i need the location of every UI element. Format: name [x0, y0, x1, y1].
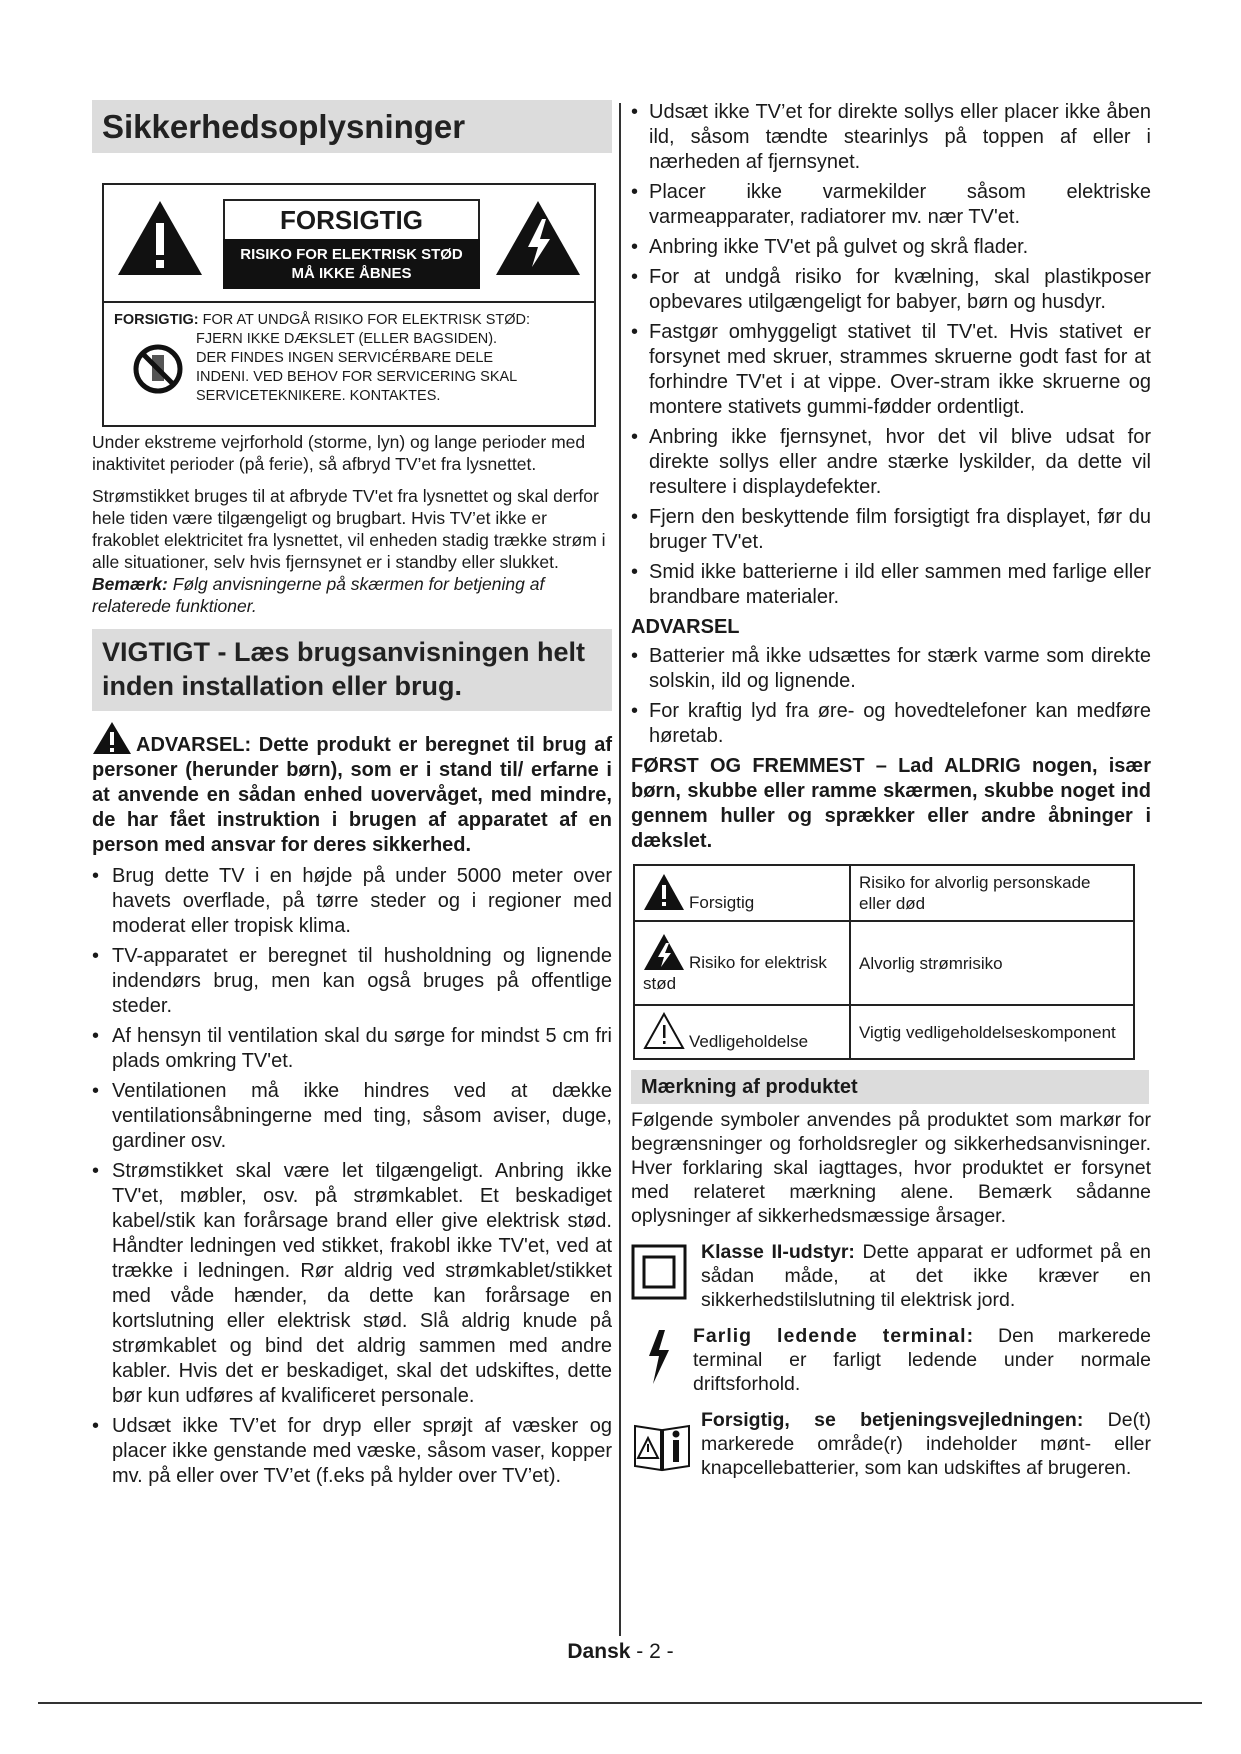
caution-box-text	[114, 311, 584, 406]
page-number: - 2 -	[636, 1640, 674, 1663]
list-item: • Strømstikket skal være let tilgængeligt. Anbring ikke TV'et, møbler, osv. på strømkablet. Et beskadiget kabel/stik kan forårsage brand eller give elektrisk stød. Håndter ledningen ved stikket, frakobl ikke TV'et, ved at trække i ledningen. Rør aldrig ved strømkablet/stikket med våde hænder, da dette kan forårsage en kortslutning eller elektrisk stød. Slå aldrig knude på strømkablet og bind det aldrig sammen med andre kabler. Hvis det er beskadiget, skal det udskiftes, dette bør kun udføres af kvalificeret personale.	[92, 1159, 612, 1409]
list-item: • Af hensyn til ventilation skal du sørge for mindst 5 cm fri plads omkring TV'et.	[92, 1024, 612, 1074]
list-item: • Smid ikke batterierne i ild eller sammen med farlige eller brandbare materialer.	[631, 560, 1151, 610]
storm-paragraph: Under ekstreme vejrforhold (storme, lyn) og lange perioder med inaktivitet perioder (på ferie), så afbryd TV’et fra lysnettet.	[92, 432, 586, 474]
mark-item-manual	[631, 1408, 1151, 1480]
list-item: • For kraftig lyd fra øre- og hovedtelefoner kan medføre høretab.	[631, 699, 1151, 749]
note-paragraph	[92, 573, 612, 617]
caution-bar-line2: MÅ IKKE ÅBNES	[291, 265, 412, 282]
mark-item-terminal	[631, 1324, 1151, 1396]
table-row	[634, 865, 1134, 921]
mark-title: Klasse II-udstyr:	[701, 1241, 855, 1263]
caution-line2: FJERN IKKE DÆKSLET (ELLER BAGSIDEN).	[196, 331, 498, 347]
list-item: • Ventilationen må ikke hindres ved at dække ventilationsåbningerne med ting, såsom aviser, duge, gardiner osv.	[92, 1079, 612, 1154]
list-item: • Brug dette TV i en højde på under 5000 meter over havets overflade, på tørre steder og i regioner med moderat eller tropisk klima.	[92, 864, 612, 939]
note-label: Bemærk:	[92, 574, 168, 594]
note-text: Følg anvisningerne på skærmen for betjening af relaterede funktioner.	[92, 574, 545, 616]
class-ii-icon	[631, 1244, 687, 1300]
list-item: • TV-apparatet er beregnet til husholdning og lignende indendørs brug, men kan også bruges på offentlige steder.	[92, 944, 612, 1019]
mark-title: Farlig ledende terminal:	[693, 1325, 975, 1347]
mark-item-class2	[631, 1240, 1151, 1312]
lightning-triangle-icon	[494, 199, 582, 277]
warning-triangle-icon	[116, 199, 204, 277]
caution-bar-line1: RISIKO FOR ELEKTRISK STØD	[240, 246, 463, 263]
left-column	[92, 100, 612, 1494]
table-symbol: Risiko for elektrisk stød	[643, 952, 827, 993]
table-cell: Alvorlig strømrisiko	[850, 921, 1134, 1005]
left-bullet-list	[92, 864, 612, 1489]
lightning-warning-icon	[643, 933, 685, 971]
advarsel-list	[631, 644, 1151, 749]
bottom-rule	[38, 1702, 1202, 1704]
caution-title: FORSIGTIG	[223, 199, 480, 241]
table-cell: Vigtig vedligeholdelseskomponent	[850, 1005, 1134, 1059]
mark-text: Dette apparat er udformet på en sådan måde, at det ikke kræver en sikkerhedstilslutning til elektrisk jord.	[701, 1241, 1152, 1311]
warning-paragraph	[92, 721, 612, 858]
footer-language: Dansk	[567, 1640, 631, 1663]
caution-line4: INDENI. VED BEHOV FOR SERVICERING SKAL	[196, 369, 518, 385]
caution-line1: FOR AT UNDGÅ RISIKO FOR ELEKTRISK STØD:	[202, 312, 531, 328]
maintenance-icon	[643, 1012, 685, 1050]
lightning-icon	[643, 1328, 673, 1386]
warning-icon	[643, 873, 685, 911]
table-row	[634, 921, 1134, 1005]
caution-bar	[223, 239, 480, 289]
list-item: • Placer ikke varmekilder såsom elektriske varmeapparater, radiatorer mv. nær TV'et.	[631, 180, 1151, 230]
important-heading: VIGTIGT - Læs brugsanvisningen helt inden installation eller brug.	[92, 629, 612, 711]
plug-paragraph: Strømstikket bruges til at afbryde TV'et fra lysnettet og skal derfor hele tiden være tilgængeligt og brugbart. Hvis TV’et ikke er frakoblet elektricitet fra lysnettet, vil enheden stadig trække strøm i alle situationer, selv hvis fjernsynet er i standby eller slukket.	[92, 486, 606, 572]
caution-box-header	[104, 185, 594, 303]
mark-text: Den markerede terminal er farligt ledende under normale driftsforhold.	[693, 1325, 1151, 1395]
table-cell	[634, 921, 850, 1005]
mark-title: Forsigtig, se betjeningsvejledningen:	[701, 1409, 1084, 1431]
list-item: • Fjern den beskyttende film forsigtigt fra displayet, før du bruger TV'et.	[631, 505, 1151, 555]
right-bullet-list	[631, 100, 1151, 610]
list-item: • Batterier må ikke udsættes for stærk varme som direkte solskin, ild og lignende.	[631, 644, 1151, 694]
table-symbol: Vedligeholdelse	[689, 1032, 809, 1051]
mark-text: De(t) markerede område(r) indeholder mønt- eller knapcellebatterier, som kan udskiftes af brugeren.	[701, 1409, 1152, 1479]
table-cell	[634, 865, 850, 921]
no-open-icon	[132, 343, 184, 395]
list-item: • Anbring ikke TV'et på gulvet og skrå flader.	[631, 235, 1151, 260]
list-item: • Anbring ikke fjernsynet, hvor det vil blive udsat for direkte sollys eller andre stærke lyskilder, da dette vil resultere i displaydefekter.	[631, 425, 1151, 500]
right-column	[631, 100, 1151, 1480]
page-footer	[0, 1640, 1241, 1664]
table-symbol: Forsigtig	[689, 893, 755, 912]
caution-box	[102, 183, 596, 427]
advarsel-heading: ADVARSEL	[631, 616, 740, 638]
caution-label: FORSIGTIG:	[114, 312, 199, 328]
list-item: • Udsæt ikke TV’et for direkte sollys eller placer ikke åben ild, såsom tændte stearinlys på toppen af eller i nærheden af fjernsynet.	[631, 100, 1151, 175]
warning-icon	[92, 721, 132, 755]
table-cell	[634, 1005, 850, 1059]
page-title: Sikkerhedsoplysninger	[92, 100, 612, 153]
list-item: • Fastgør omhyggeligt stativet til TV'et. Hvis stativet er forsynet med skruer, strammes skruerne godt fast for at forhindre TV'et i at vippe. Over-stram ikke skruerne og montere stativets gummi-fødder ordentligt.	[631, 320, 1151, 420]
table-row	[634, 1005, 1134, 1059]
manual-warning-icon	[631, 1420, 693, 1472]
caution-line5: SERVICETEKNIKERE. KONTAKTES.	[196, 388, 441, 404]
table-cell: Risiko for alvorlig personskade eller død	[850, 865, 1134, 921]
column-divider	[619, 103, 621, 1636]
symbol-table	[633, 864, 1135, 1060]
list-item: • Udsæt ikke TV’et for dryp eller sprøjt af væsker og placer ikke genstande med væske, såsom vaser, kopper mv. på eller over TV’et (f.eks på hylder over TV’et).	[92, 1414, 612, 1489]
marking-heading: Mærkning af produktet	[631, 1070, 1149, 1104]
marking-intro: Følgende symboler anvendes på produktet som markør for begrænsninger og forholdsregler og sikkerhedsanvisninger. Hver forklaring skal iagttages, hvor produktet er forsynet med relateret mærkning alene. Bemærk sådanne oplysninger af sikkerhedsmæssige årsager.	[631, 1109, 1151, 1227]
first-warning: FØRST OG FREMMEST – Lad ALDRIG nogen, især børn, skubbe eller ramme skærmen, skubbe noget ind gennem huller og sprækker eller andre åbninger i dækslet.	[631, 755, 1151, 852]
list-item: • For at undgå risiko for kvælning, skal plastikposer opbevares utilgængeligt for babyer, børn og husdyr.	[631, 265, 1151, 315]
caution-line3: DER FINDES INGEN SERVICÉRBARE DELE	[196, 350, 494, 366]
warning-text: ADVARSEL: Dette produkt er beregnet til brug af personer (herunder børn), som er i stand til/ erfarne i at anvende en sådan enhed uovervåget, med mindre, de har fået instruktion i brugen af apparatet af en person med ansvar for deres sikkerhed.	[92, 734, 612, 856]
